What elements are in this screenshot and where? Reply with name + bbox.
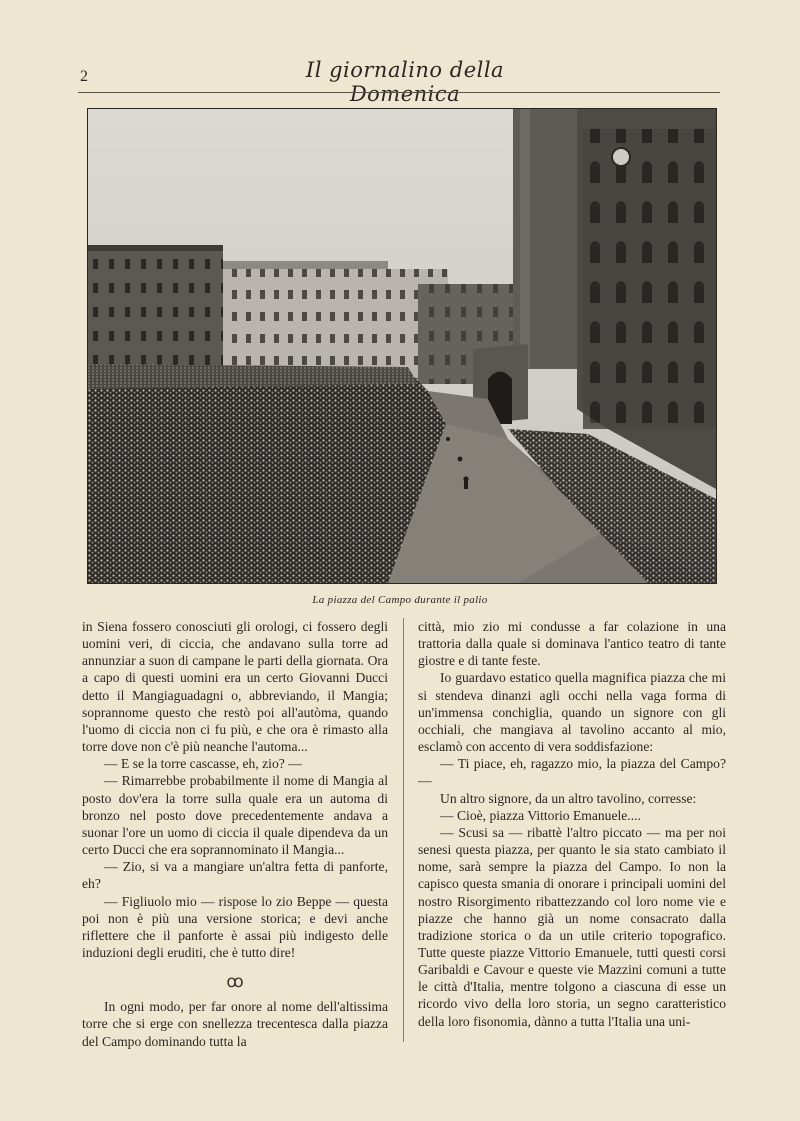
page-number: 2 [80,68,88,85]
article-column-left [82,618,388,1050]
article-column-right [418,618,726,1030]
right-paragraph: — Ti piace, eh, ragazzo mio, la piazza del Campo? — [418,756,726,789]
right-paragraph: Un altro signore, da un altro tavolino, corresse: [440,790,697,806]
column-divider [403,618,404,1042]
section-ornament: ꝏ [226,972,244,992]
masthead-title: Il giornalino della Domenica [305,58,505,106]
photograph-piazza-del-campo [87,108,717,584]
right-paragraph: Io guardavo estatico quella magnifica piazza che mi si stendeva dinanzi agli occhi nella vaga forma di un'immensa conchiglia, quando un signore con gli occhiali, che mangiava al tavolino accanto al mio, esclamò con accento di vera soddisfazione: [418,670,726,755]
left-paragraph: — E se la torre cascasse, eh, zio? — [104,756,302,772]
right-paragraph: — Scusi sa — ribattè l'altro piccato — ma per noi senesi questa piazza, per quanto le sia stato cambiato il nome, sarà sempre la piazza del Campo. Io non la capisco questa smania di onorare i principali uomini del nostro Risorgimento ribattezzando col loro nome vie e piazze che hanno già un nome consacrato dalla tradizione storica o da un utile criterio topografico. Tutte queste piazze Vittorio Emanuele, tutti questi corsi Garibaldi e Cavour e queste vie Mazzini comuni a tutte le città d'Italia, mentre tolgono a ciascuna di esse un ricordo vivo della loro storia, un segno caratteristico della loro fisonomia, dànno a tutta l'Italia una uni- [418,824,726,1029]
left-paragraph: — Rimarrebbe probabilmente il nome di Mangia al posto dov'era la torre sulla quale era un automa di bronzo nel posto dove precedentemente andava a suonar l'ore un uomo di ciccia il quale dipendeva da un certo Ducci che era soprannominato il Mangia... [82,773,388,858]
right-paragraph: città, mio zio mi condusse a far colazione in una trattoria dalla quale si dominava l'antico teatro di tante giostre e di tante feste. [418,619,726,669]
left-paragraph: — Figliuolo mio — rispose lo zio Beppe — questa poi non è più una versione storica; e devi anche riflettere che il panforte è assai più indigesto delle induzioni degli eruditi, che è tutto dire! [82,893,388,960]
right-paragraph: — Cioè, piazza Vittorio Emanuele.... [440,807,641,823]
header-rule [78,92,720,93]
left-paragraph: — Zio, si va a mangiare un'altra fetta di panforte, eh? [82,859,388,892]
figure-caption: La piazza del Campo durante il palio [312,594,488,606]
left-paragraph: in Siena fossero conosciuti gli orologi, ci fossero degli uomini veri, di ciccia, che andavano sulla torre ad annunziar a suon di campane le parti della giornata. Ora a capo di questi uomini era un certo Giovanni Ducci detto il Mangiaguadagni o, abbreviando, il Mangia; soprannome questo che restò poi all'autòma, quando l'uomo di ciccia non ci fu più, e che ora è rimasto alla torre dove non c'è più neanche l'automa... [82,619,388,755]
left-paragraph: In ogni modo, per far onore al nome dell'altissima torre che si erge con snellezza trecentesca dalla piazza del Campo dominando tutta la [82,999,388,1049]
